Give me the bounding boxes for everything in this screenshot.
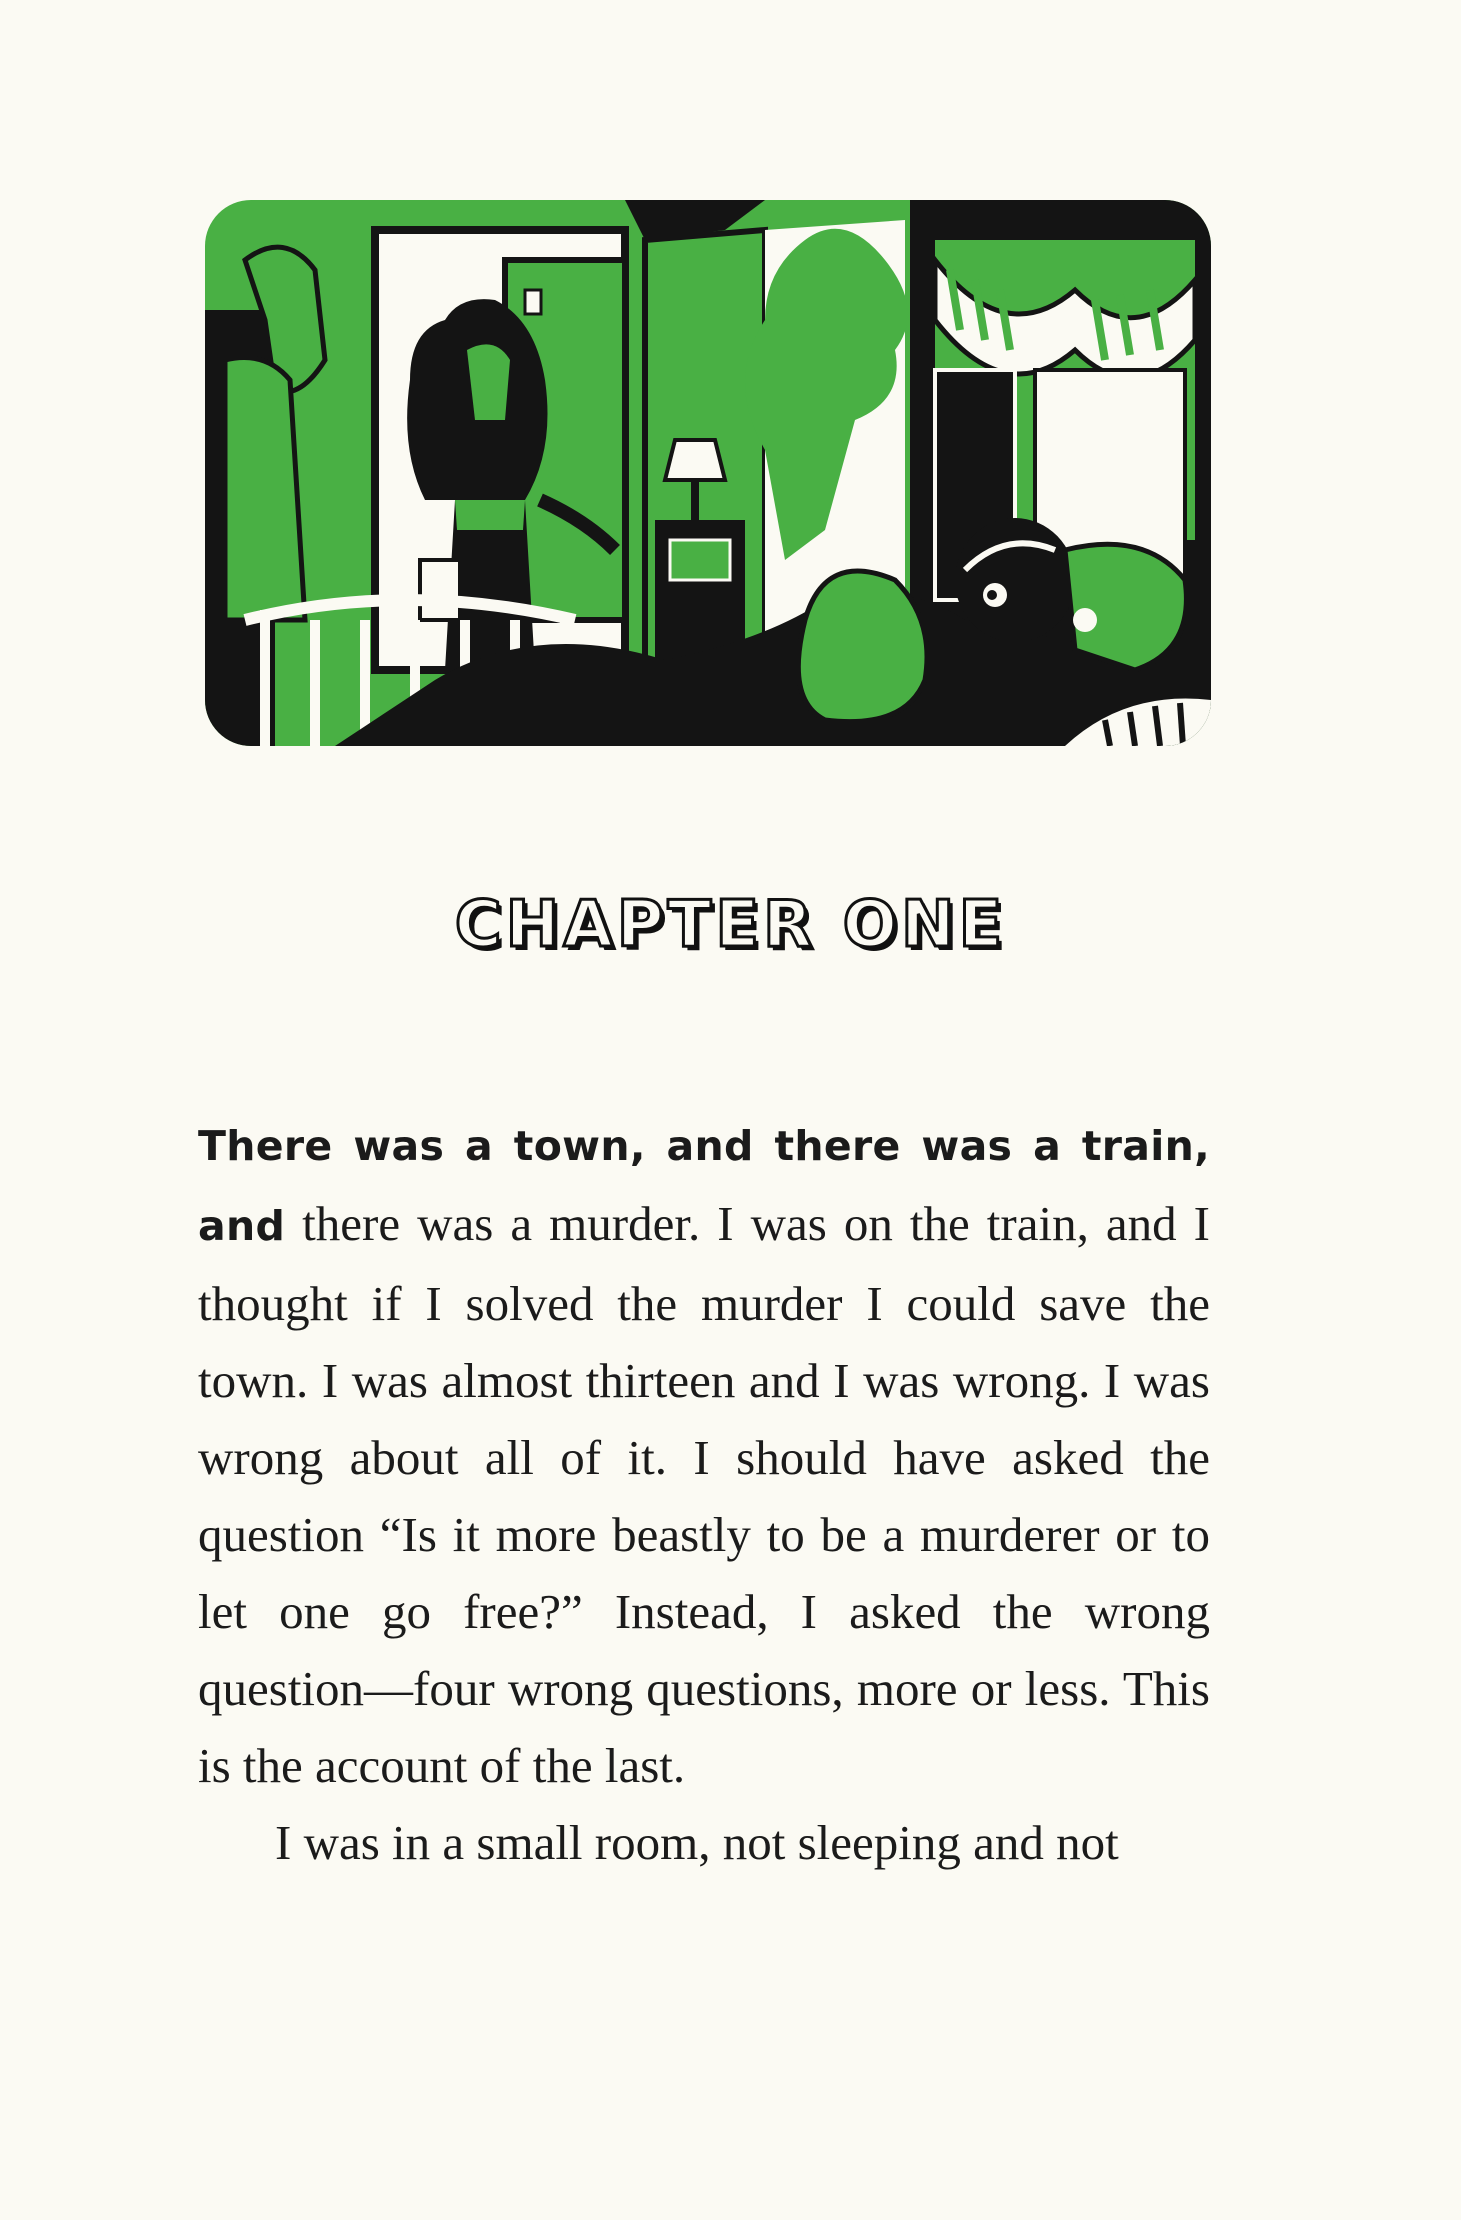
lead-in-text: There was a town, and there was a train, and (198, 1122, 1210, 1250)
chapter-illustration (205, 200, 1211, 746)
chapter-body (198, 1105, 1210, 1881)
paragraph-1 (198, 1105, 1210, 1804)
paragraph-2: I was in a small room, not sleeping and not (275, 1815, 1119, 1870)
paragraph-1-text: there was a murder. I was on the train, and I thought if I solved the murder I could save the town. I was almost thirteen and I was wrong. I was wrong about all of it. I should have asked the question “Is it more beastly to be a murderer or to let one go free?” Instead, I asked the wrong question—four wrong questions, more or less. This is the account of the last. (198, 1196, 1210, 1793)
chapter-title: CHAPTER ONE (454, 888, 1007, 962)
bedroom-scene-illustration (205, 200, 1211, 746)
